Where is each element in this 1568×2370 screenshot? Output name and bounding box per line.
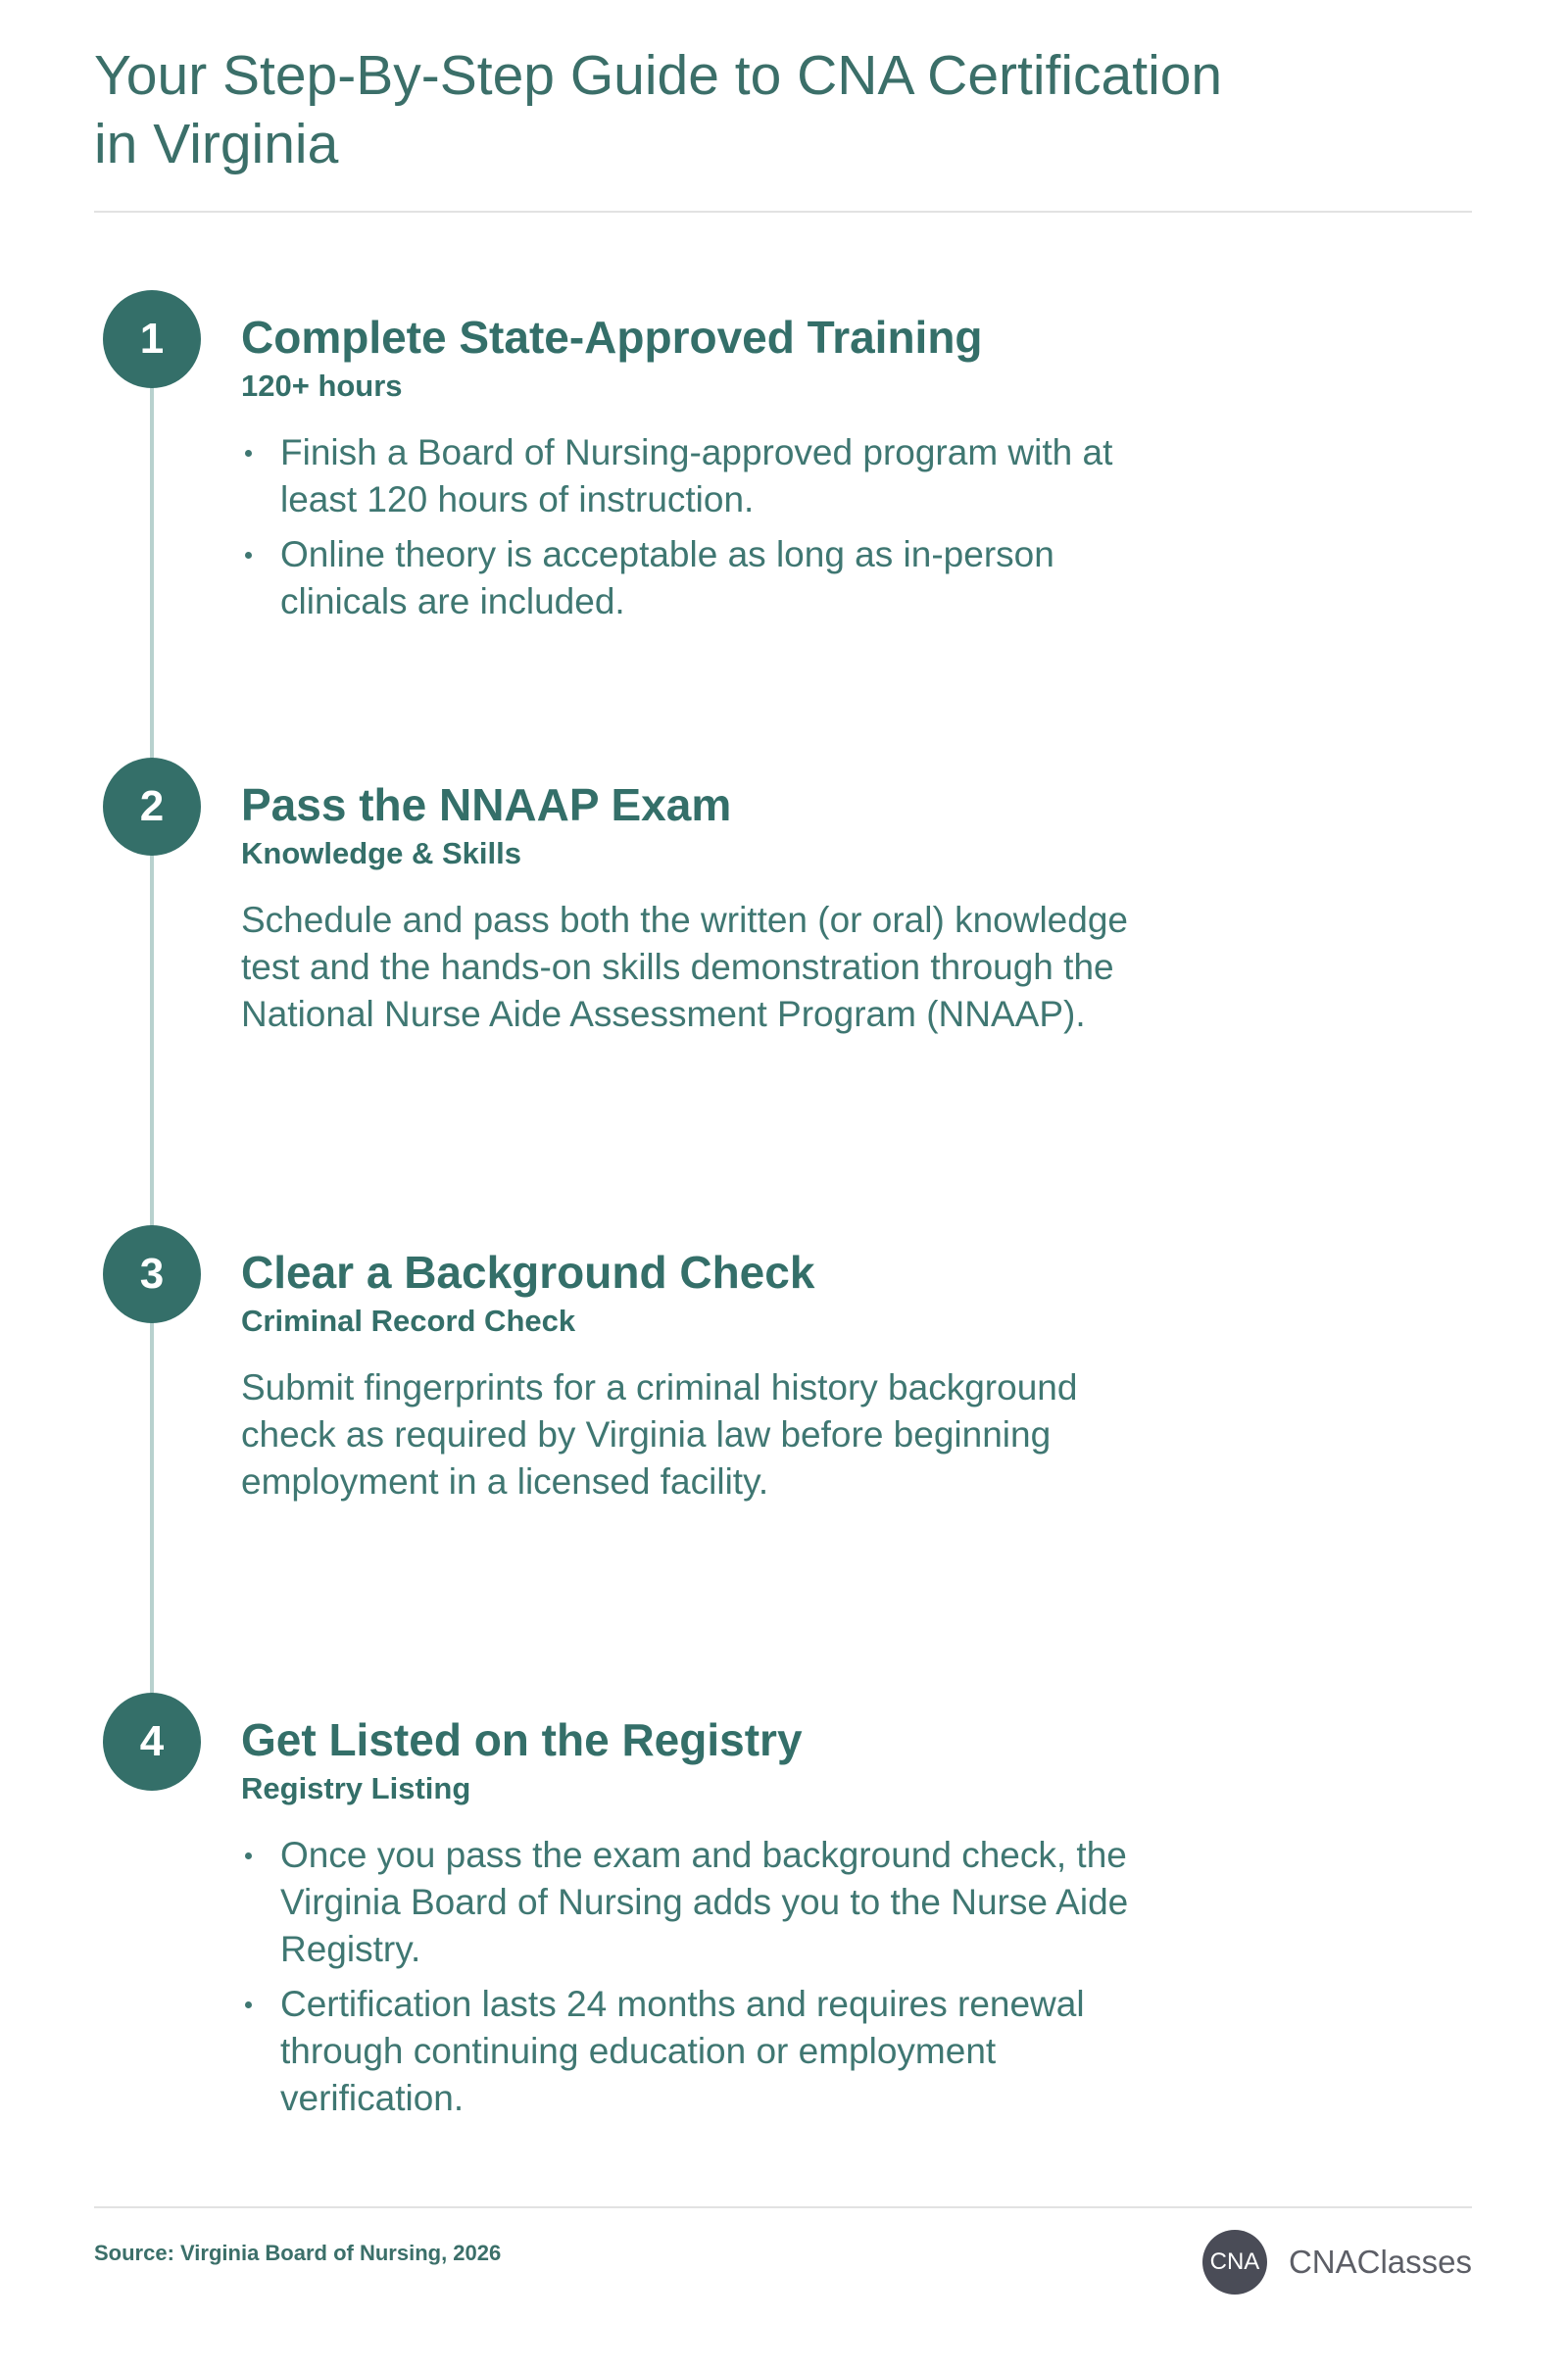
bullet-item: Certification lasts 24 months and requires renewal through continuing education or employment verification. [241,1981,1182,2122]
step-bullet-list [241,429,1182,625]
step-number-badge: 2 [103,758,201,856]
step-description: Submit fingerprints for a criminal history background check as required by Virginia law before beginning employment in a licensed facility. [241,1367,1078,1502]
step-subtitle: Criminal Record Check [241,1304,576,1338]
step-bullet-list [241,1832,1182,2122]
step-title: Complete State-Approved Training [241,312,983,363]
step-number-badge: 3 [103,1225,201,1323]
step-content [241,777,1182,1038]
step-title: Get Listed on the Registry [241,1714,803,1765]
step-content [241,1245,1182,1506]
timeline-connector [150,339,154,1741]
bullet-item: Online theory is acceptable as long as in-person clinicals are included. [241,531,1182,625]
step-number-badge: 4 [103,1693,201,1791]
bullet-item: Finish a Board of Nursing-approved program with at least 120 hours of instruction. [241,429,1182,523]
step-subtitle: Registry Listing [241,1771,471,1805]
step-description: Schedule and pass both the written (or oral) knowledge test and the hands-on skills demonstration through the National Nurse Aide Assessment Program (NNAAP). [241,900,1128,1034]
brand-name: CNAClasses [1288,2244,1472,2280]
footer-divider [94,2206,1472,2208]
step-content [241,310,1182,633]
step-subtitle: Knowledge & Skills [241,836,521,870]
step-number-badge: 1 [103,290,201,388]
source-citation: Source: Virginia Board of Nursing, 2026 [94,2241,502,2265]
step-title: Pass the NNAAP Exam [241,779,732,830]
brand-logo[interactable] [1202,2230,1472,2295]
cna-logo-icon: CNA [1202,2230,1267,2295]
header-divider [94,211,1472,213]
page-title: Your Step-By-Step Guide to CNA Certification in Virginia [94,44,1223,175]
step-subtitle: 120+ hours [241,369,403,403]
bullet-item: Once you pass the exam and background check, the Virginia Board of Nursing adds you to the Nurse Aide Registry. [241,1832,1182,1973]
step-title: Clear a Background Check [241,1247,815,1298]
step-content [241,1712,1182,2130]
